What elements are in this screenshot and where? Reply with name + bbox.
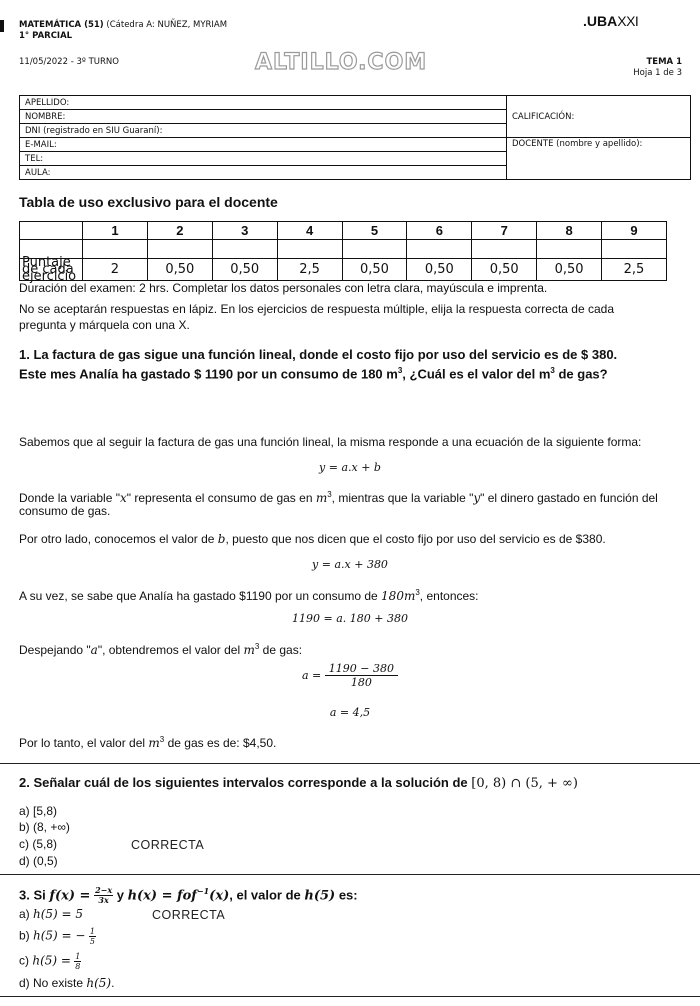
- q1-p3-a: Por otro lado, conocemos el valor de: [19, 532, 218, 546]
- q1-p3-b: b: [217, 532, 226, 546]
- q3-option-b-label: b): [19, 928, 34, 943]
- grade-score-cell-5[interactable]: [342, 240, 407, 259]
- exam-type: [19, 31, 72, 42]
- q2-correct-mark: CORRECTA: [131, 838, 205, 852]
- q2-option-b[interactable]: b) (8, +∞): [19, 820, 70, 834]
- uba-logo: [583, 13, 638, 29]
- q1-p6-a: Por lo tanto, el valor del: [19, 736, 149, 750]
- grade-col-header-1: 1: [83, 222, 148, 240]
- exam-type-text: 1° PARCIAL: [19, 31, 73, 41]
- grade-score-cell-7[interactable]: [472, 240, 537, 259]
- q1-title-part2: , ¿Cuál es el valor del m: [402, 366, 551, 382]
- q1-eq5-text: a = 4,5: [329, 706, 371, 719]
- q2-option-a[interactable]: a) [5,8): [19, 804, 58, 818]
- sheet-label: Hoja 1 de 3: [633, 68, 682, 78]
- q1-p2-line2: consumo de gas.: [19, 504, 111, 518]
- grade-score-cell-4[interactable]: [277, 240, 342, 259]
- q1-sup-1: 3: [397, 366, 403, 375]
- course-chair: (Cátedra A: NUÑEZ, MYRIAM: [103, 20, 228, 30]
- q1-p2-c: , mientras que la variable ": [331, 491, 474, 505]
- q1-eq4-denominator: 180: [350, 676, 372, 689]
- grade-points-cell-9: 2,5: [602, 259, 667, 281]
- apellido-field[interactable]: APELLIDO:: [20, 96, 507, 110]
- q3-option-d[interactable]: [19, 976, 114, 991]
- course-name: MATEMÁTICA (51): [19, 20, 104, 30]
- q3-title-a: 3. Si: [19, 887, 50, 903]
- grade-points-cell-1: 2: [83, 259, 148, 281]
- q3-fx: f(x) =: [49, 888, 91, 904]
- q1-p6-b: m: [148, 736, 160, 750]
- q3-title-d: es:: [335, 887, 358, 903]
- student-info-table: [19, 95, 691, 180]
- q3-option-d-a: d) No existe: [19, 976, 87, 990]
- q3-option-c-fraction: [74, 952, 81, 971]
- grade-score-cell-2[interactable]: [147, 240, 212, 259]
- grade-score-cell-6[interactable]: [407, 240, 472, 259]
- q1-p2-x: x: [120, 491, 127, 505]
- q1-p5-b: a: [90, 643, 98, 657]
- q3-hx-end: (x): [209, 888, 230, 904]
- q1-eq2: [0, 558, 700, 571]
- q1-eq4: [0, 662, 700, 689]
- q1-eq2-text: y = a.x + 380: [312, 558, 388, 571]
- grade-score-cell-9[interactable]: [602, 240, 667, 259]
- q3-option-c-label: c): [19, 953, 33, 968]
- tema-block: [633, 57, 682, 79]
- q3-option-a-label: a): [19, 907, 34, 921]
- uba-logo-light: XXI: [617, 13, 639, 29]
- q1-eq5: [0, 706, 700, 719]
- q1-p2-m: m: [315, 491, 328, 505]
- grade-table-score-row: [20, 240, 667, 259]
- uba-logo-bold: .UBA: [583, 13, 618, 29]
- q1-p5-sup: 3: [254, 642, 260, 651]
- q1-eq3: [0, 612, 700, 625]
- q1-p3-c: , puesto que nos dicen que el costo fijo por uso del servicio es de $380.: [225, 532, 606, 546]
- q1-sup-2: 3: [550, 366, 555, 375]
- q3-correct-mark: CORRECTA: [152, 908, 226, 922]
- q3-option-a[interactable]: [19, 907, 83, 922]
- q3-option-b-numerator: 1: [89, 927, 95, 936]
- grade-table-title: Tabla de uso exclusivo para el docente: [19, 194, 278, 210]
- aula-field[interactable]: AULA:: [20, 166, 507, 180]
- divider-bottom: [0, 996, 700, 997]
- exam-date-turn: 11/05/2022 - 3º TURNO: [19, 57, 119, 67]
- grade-points-cell-5: 0,50: [342, 259, 407, 281]
- grade-col-header-3: 3: [212, 222, 277, 240]
- q1-p4-b: 180m: [381, 589, 416, 603]
- q1-p1: Sabemos que al seguir la factura de gas una función lineal, la misma responde a una ecuación de la siguiente forma:: [19, 435, 642, 449]
- grade-table-points-row: [20, 259, 667, 281]
- q3-option-c-text: h(5) =: [32, 953, 71, 968]
- q2-title-text: 2. Señalar cuál de los siguientes intervalos corresponde a la solución de: [19, 775, 472, 790]
- grade-corner-cell: [20, 222, 83, 240]
- grade-points-cell-8: 0,50: [537, 259, 602, 281]
- grade-points-cell-3: 0,50: [212, 259, 277, 281]
- grade-score-cell-1[interactable]: [83, 240, 148, 259]
- divider-q1-q2: [0, 763, 700, 764]
- q3-option-d-h5: h(5): [86, 976, 112, 990]
- grade-points-cell-4: 2,5: [277, 259, 342, 281]
- tema-label: TEMA 1: [646, 57, 682, 67]
- margin-mark: [0, 20, 4, 32]
- q1-p5-c: ", obtendremos el valor del: [97, 643, 244, 657]
- q1-p2-d: " el dinero gastado en función del: [480, 491, 658, 505]
- q1-p5-e: de gas:: [259, 643, 303, 657]
- grade-score-cell-8[interactable]: [537, 240, 602, 259]
- q1-p5-d: m: [243, 643, 255, 657]
- grade-table-header: [20, 222, 667, 240]
- grade-points-cell-2: 0,50: [147, 259, 212, 281]
- grade-col-header-8: 8: [537, 222, 602, 240]
- q3-option-d-c: .: [111, 976, 115, 990]
- q3-f-numerator: 2−x: [95, 885, 113, 896]
- q1-p4-sup: 3: [415, 588, 420, 597]
- q3-title-c: , el valor de: [229, 887, 305, 903]
- grade-points-cell-7: 0,50: [472, 259, 537, 281]
- course-line: [19, 20, 227, 31]
- points-row-label: Puntaje de cada ejercicio: [20, 259, 83, 281]
- q3-option-c-numerator: 1: [75, 952, 81, 961]
- grade-col-header-5: 5: [342, 222, 407, 240]
- q1-conclusion: [19, 732, 276, 751]
- divider-q2-q3: [0, 874, 700, 875]
- q3-option-a-text: h(5) = 5: [33, 907, 84, 921]
- q3-option-c[interactable]: [19, 952, 81, 971]
- q2-option-c[interactable]: c) (5,8): [19, 837, 58, 851]
- q3-option-b[interactable]: [19, 927, 96, 946]
- grade-col-header-6: 6: [407, 222, 472, 240]
- q1-p4-a: A su vez, se sabe que Analía ha gastado $1190 por un consumo de: [19, 589, 382, 603]
- q3-option-c-denominator: 8: [75, 962, 81, 971]
- grade-table: [19, 221, 667, 284]
- grade-col-header-4: 4: [277, 222, 342, 240]
- q2-option-d[interactable]: d) (0,5): [19, 854, 58, 868]
- q3-f-fraction: [94, 886, 113, 905]
- q1-p6-sup: 3: [159, 735, 165, 744]
- q1-p2: [19, 487, 658, 506]
- q1-p2-a: Donde la variable ": [19, 491, 120, 505]
- q1-eq1: [0, 461, 700, 474]
- q1-p2-sup: 3: [327, 490, 332, 499]
- tel-field[interactable]: TEL:: [20, 152, 507, 166]
- grade-col-header-9: 9: [602, 222, 667, 240]
- q3-option-b-text: h(5) = −: [33, 928, 86, 943]
- q1-title-part1: Este mes Analía ha gastado $ 1190 por un consumo de 180 m: [19, 366, 398, 382]
- q3-option-b-denominator: 5: [89, 937, 95, 946]
- docente-field[interactable]: DOCENTE (nombre y apellido):: [507, 138, 691, 180]
- grade-points-cell-6: 0,50: [407, 259, 472, 281]
- q1-p2-y: y: [473, 491, 481, 505]
- grade-col-header-7: 7: [472, 222, 537, 240]
- q1-eq4-numerator: 1190 − 380: [325, 662, 398, 676]
- q1-p4-c: , entonces:: [419, 589, 479, 603]
- grade-score-cell-3[interactable]: [212, 240, 277, 259]
- q1-eq1-text: y = a.x + b: [319, 461, 381, 474]
- q1-p6-c: de gas es de: $4,50.: [164, 736, 277, 750]
- q1-title-line1: 1. La factura de gas sigue una función lineal, donde el costo fijo por uso del servicio es de $ 380.: [19, 347, 618, 362]
- instructions-pencil-1: No se aceptarán respuestas en lápiz. En los ejercicios de respuesta múltiple, elija la respuesta correcta de cada: [19, 302, 614, 316]
- q3-inverse-exp: −1: [196, 886, 210, 896]
- q3-title-b: y: [113, 887, 128, 903]
- q3-hx: h(x) = fof: [127, 888, 197, 904]
- q1-eq4-lhs: a =: [302, 669, 322, 682]
- q2-title: [19, 774, 578, 792]
- dni-field[interactable]: DNI (registrado en SIU Guaraní):: [20, 124, 507, 138]
- q1-p5: [19, 639, 302, 658]
- calificacion-field[interactable]: CALIFICACIÓN:: [507, 96, 691, 138]
- q1-p5-a: Despejando ": [19, 643, 91, 657]
- q1-p4: [19, 585, 479, 604]
- nombre-field[interactable]: NOMBRE:: [20, 110, 507, 124]
- altillo-watermark: ALTILLO.COM: [255, 50, 428, 75]
- q1-eq4-fraction: [325, 662, 398, 689]
- q3-option-b-fraction: [89, 927, 96, 946]
- instructions-pencil-2: pregunta y márquela con una X.: [19, 318, 190, 332]
- grade-col-header-2: 2: [147, 222, 212, 240]
- q2-title-math: [0, 8) ∩ (5, + ∞): [471, 776, 578, 791]
- q3-h5: h(5): [304, 888, 336, 904]
- q3-f-denominator: 3x: [98, 895, 109, 906]
- q1-p3: [19, 531, 606, 547]
- instructions-duration: Duración del examen: 2 hrs. Completar los datos personales con letra clara, mayúscula e imprenta.: [19, 281, 548, 295]
- q1-title-line2: [19, 362, 608, 382]
- q3-title: [19, 883, 358, 905]
- q1-p2-b: " representa el consumo de gas en: [126, 491, 316, 505]
- q1-title-part3: de gas?: [554, 366, 608, 382]
- q1-eq3-text: 1190 = a. 180 + 380: [292, 612, 408, 625]
- email-field[interactable]: E-MAIL:: [20, 138, 507, 152]
